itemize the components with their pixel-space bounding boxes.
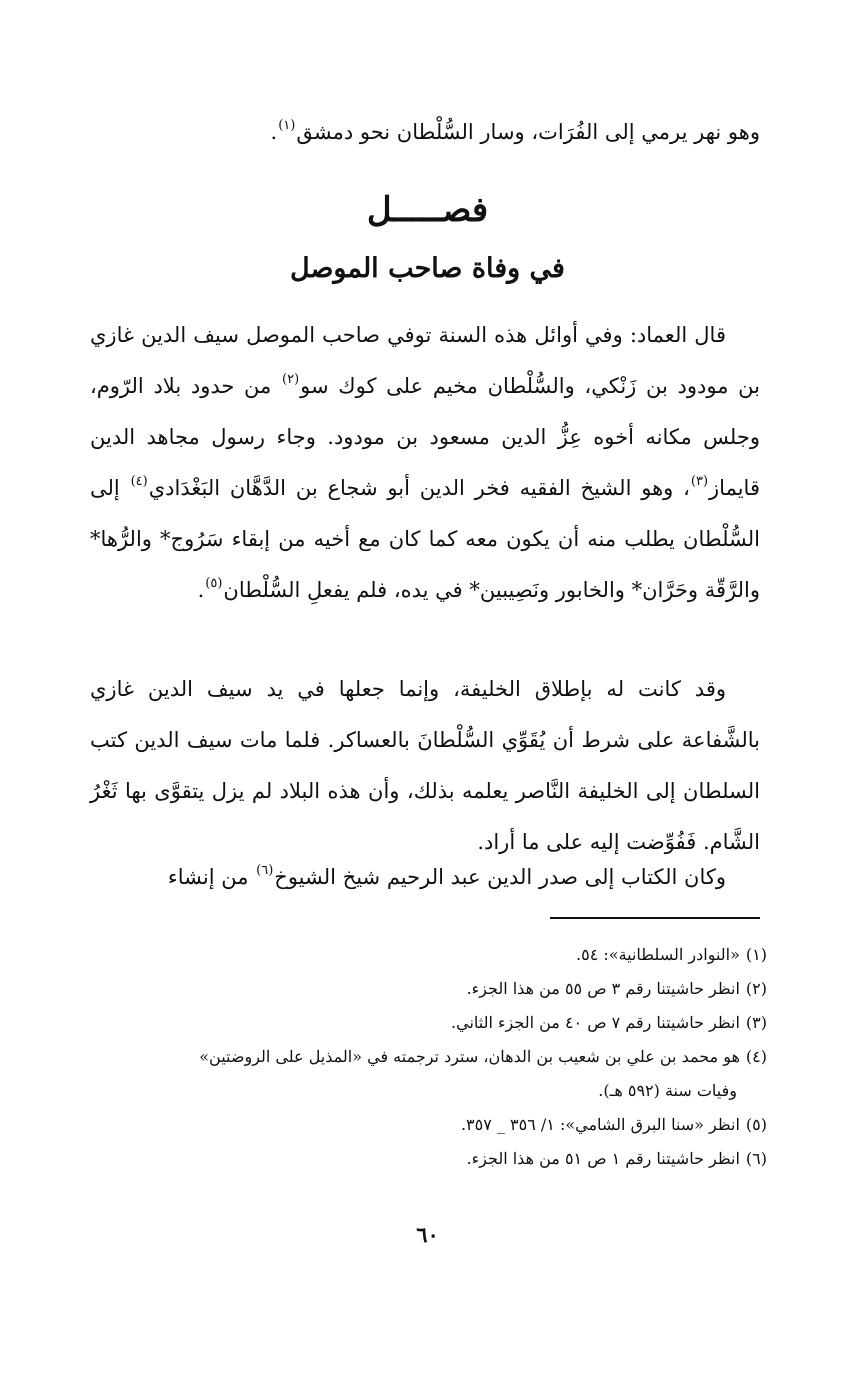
footnote-divider <box>550 917 760 919</box>
footnote-text: انظر «سنا البرق الشامي»: ١/ ٣٥٦ _ ٣٥٧. <box>460 1115 740 1134</box>
continuation-period: . <box>270 120 278 144</box>
footnote-item <box>82 1142 767 1176</box>
footnote-reference-4: (٤) <box>130 474 148 489</box>
footnote-number: (١) <box>745 945 767 964</box>
footnote-item <box>82 1006 767 1040</box>
footnote-text: انظر حاشيتنا رقم ٧ ص ٤٠ من الجزء الثاني. <box>451 1013 740 1032</box>
paragraph-1-text-a: قال العماد: وفي أوائل هذه السنة توفي صاحب الموصل سيف الدين غازي بن مودود بن زَنْكي، والسُّلْطان مخيم على كوك سو <box>90 323 760 398</box>
paragraph-1-text-d: إلى السُّلْطان يطلب منه أن يكون معه كما كان مع أخيه من إبقاء سَرُوج* والرُّها* والرَّقّة وحَرَّان* والخابور ونَصِيبين* في يده، فلم يفعلِ السُّلْطان <box>90 476 760 602</box>
section-subheading: في وفاة صاحب الموصل <box>290 253 565 284</box>
section-heading: فصـــــل <box>366 190 489 230</box>
paragraph-3-text-a: وكان الكتاب إلى صدر الدين عبد الرحيم شيخ الشيوخ <box>274 865 726 889</box>
footnote-text: انظر حاشيتنا رقم ٣ ص ٥٥ من هذا الجزء. <box>466 979 740 998</box>
page-number: ٦٠ <box>416 1222 439 1247</box>
paragraph-1-period: . <box>197 578 205 602</box>
footnote-continuation: وفيات سنة (٥٩٢ هـ). <box>598 1081 737 1100</box>
footnote-reference-3: (٣) <box>690 474 709 489</box>
footnote-number: (٦) <box>745 1149 767 1168</box>
footnote-item <box>82 938 767 972</box>
footnote-item <box>82 972 767 1006</box>
paragraph-3-text-b: من إنشاء <box>167 865 256 889</box>
footnote-reference-5: (٥) <box>205 576 223 591</box>
footnote-item <box>82 1040 767 1074</box>
paragraph-2: وقد كانت له بإطلاق الخليفة، وإنما جعلها في يد سيف الدين غازي بالشَّفاعة على شرط أن يُقَوِّي السُّلْطانَ بالعساكر. فلما مات سيف الدين كتب السلطان إلى الخليفة النَّاصر يعلمه بذلك، وأن هذه البلاد لم يزل يتقوَّى بها ثَغْرُ الشَّام. فَفُوِّضت إليه على ما أراد. <box>90 677 760 854</box>
paragraph-1-text-b: من حدود بلاد الرّوم، وجلس مكانه أخوه عِزُّ الدين مسعود بن مودود. وجاء رسول مجاهد الدين قايماز <box>90 374 760 500</box>
footnote-number: (٢) <box>745 979 767 998</box>
footnote-text: انظر حاشيتنا رقم ١ ص ٥١ من هذا الجزء. <box>466 1149 740 1168</box>
footnote-text: هو محمد بن علي بن شعيب بن الدهان، سترد ترجمته في «المذيل على الروضتين» <box>199 1047 740 1066</box>
footnote-reference-2: (٢) <box>282 372 300 387</box>
paragraph-3 <box>90 852 760 903</box>
footnote-reference-1: (١) <box>278 118 296 133</box>
paragraph-1 <box>90 310 760 616</box>
footnote-number: (٤) <box>745 1047 767 1066</box>
paragraph-1-text-c: ، وهو الشيخ الفقيه فخر الدين أبو شجاع بن الدَّهَّان البَغْدَادي <box>148 476 690 500</box>
footnote-number: (٣) <box>745 1013 767 1032</box>
footnote-number: (٥) <box>745 1115 767 1134</box>
footnotes-list <box>82 938 767 1176</box>
footnote-reference-6: (٦) <box>256 863 274 878</box>
continuation-line <box>90 104 760 160</box>
footnote-item <box>82 1108 767 1142</box>
continuation-text: وهو نهر يرمي إلى الفُرَات، وسار السُّلْطان نحو دمشق <box>296 120 760 144</box>
footnote-text: «النوادر السلطانية»: ٥٤. <box>576 945 740 964</box>
